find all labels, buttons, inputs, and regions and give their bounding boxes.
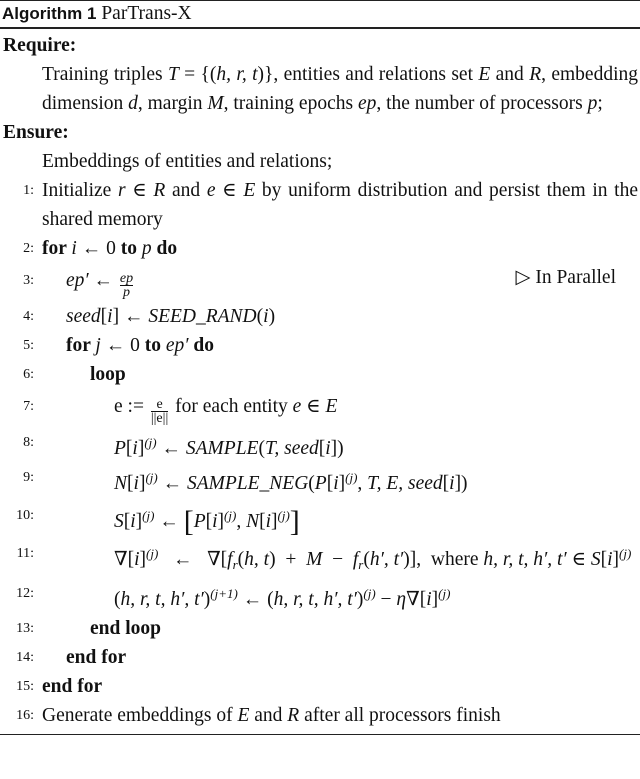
text-segment: (j+1) [210, 585, 238, 601]
line-text [66, 302, 638, 331]
keyword: do [151, 237, 178, 259]
algorithm-title [0, 1, 640, 27]
text-segment: [ [125, 437, 133, 459]
line-text [42, 672, 638, 701]
text-segment: − [322, 548, 353, 570]
text-segment: ( [256, 305, 264, 327]
text-segment: N [114, 472, 128, 494]
algorithm-name: ParTrans-X [101, 3, 192, 25]
text-segment: by uniform distribution and persist them in the shared memory [42, 179, 639, 230]
line-number: 10: [16, 507, 34, 523]
algorithm-line [0, 579, 640, 614]
text-segment: j [95, 334, 101, 356]
line-number: 7: [23, 398, 34, 414]
text-segment: [ [259, 510, 266, 532]
text-segment: h, r, t [216, 63, 258, 85]
text-segment: , margin [137, 92, 208, 114]
text-segment: SAMPLE [185, 437, 259, 459]
text-segment: R [287, 704, 300, 726]
text-segment: i [333, 472, 339, 494]
text-segment: (j) [142, 507, 155, 523]
text-segment: and [165, 179, 207, 201]
text-segment: ]) [454, 472, 468, 494]
text-segment: h, r, t, h′, t′ [483, 548, 567, 570]
text-segment: Initialize [42, 179, 118, 201]
text-segment: ep′ [165, 334, 189, 356]
text-segment: (j) [144, 434, 157, 450]
algorithm-line [0, 263, 640, 302]
text-segment: i [265, 510, 272, 532]
keyword: for [42, 237, 72, 259]
line-number: 8: [23, 434, 34, 450]
text-segment: ] [138, 472, 146, 494]
algorithm-line [0, 498, 640, 539]
line-text [42, 176, 638, 234]
text-segment: ← [88, 269, 118, 291]
line-text [42, 60, 638, 118]
text-segment: η [396, 588, 407, 610]
text-segment: [ [600, 548, 608, 570]
line-text [90, 360, 638, 389]
fraction [120, 272, 133, 299]
algorithm-line [0, 701, 640, 730]
keyword: to [144, 334, 166, 356]
text-segment: (j) [345, 469, 358, 485]
algorithm-line [0, 60, 640, 118]
text-segment: and [249, 704, 288, 726]
text-segment: ] [139, 548, 147, 570]
text-segment: [ [205, 510, 213, 532]
text-segment: [ [442, 472, 450, 494]
text-segment: ) + [269, 548, 307, 570]
text-segment: Generate embeddings of [42, 704, 238, 726]
text-segment: M [306, 548, 323, 570]
fraction [151, 398, 168, 425]
text-segment: P [114, 437, 126, 459]
line-text [90, 614, 638, 643]
text-segment: ] [137, 437, 145, 459]
text-segment: r [232, 556, 238, 572]
text-segment: ] [217, 510, 225, 532]
algorithm-line [0, 234, 640, 263]
text-segment: ( [363, 548, 370, 570]
text-segment: (j) [277, 507, 290, 523]
text-segment: seed [66, 305, 101, 327]
text-segment: p [141, 237, 152, 259]
text-segment: , the number of processors [376, 92, 588, 114]
text-segment: i [133, 472, 139, 494]
text-segment: )], where [403, 548, 484, 570]
text-segment: , [236, 510, 247, 532]
line-text [114, 392, 638, 425]
text-segment: [ [100, 305, 108, 327]
text-segment: ) [268, 305, 276, 327]
text-segment: i [449, 472, 455, 494]
text-segment: (j) [146, 545, 159, 561]
text-segment: SAMPLE_NEG [186, 472, 309, 494]
keyword: Require: [3, 34, 77, 56]
text-segment: ] [612, 548, 620, 570]
text-segment: SEED_RAND [148, 305, 257, 327]
text-segment: P [314, 472, 327, 494]
algorithm-line [0, 360, 640, 389]
line-text [114, 463, 638, 498]
text-segment: R [529, 63, 542, 85]
text-segment: S [590, 548, 601, 570]
text-segment: ) [203, 588, 211, 610]
line-number: 12: [16, 585, 34, 601]
line-text [3, 31, 638, 60]
text-segment: [ [318, 437, 326, 459]
line-text [66, 643, 638, 672]
algorithm-line [0, 614, 640, 643]
line-number: 4: [23, 308, 34, 324]
text-segment: R [153, 179, 166, 201]
text-segment: i [134, 548, 140, 570]
line-text [114, 428, 638, 463]
text-segment: [ [183, 504, 194, 538]
comment: ▷ In Parallel [515, 266, 616, 288]
text-segment: ] [338, 472, 346, 494]
text-segment: ( [237, 548, 245, 570]
line-text [3, 118, 638, 147]
text-segment: h, t [244, 548, 270, 570]
line-text [114, 501, 638, 536]
line-number: 14: [16, 649, 34, 665]
keyword: end for [66, 646, 127, 668]
algorithm-line [0, 176, 640, 234]
fraction-numerator: ep [119, 270, 134, 286]
text-segment: e := [114, 395, 149, 417]
text-segment: ← 0 [76, 237, 121, 259]
algorithm-line [0, 463, 640, 498]
text-segment: ← 0 [100, 334, 145, 356]
text-segment: i [130, 510, 136, 532]
text-segment: ep′ [66, 269, 89, 291]
text-segment: Embeddings of entities and relations; [42, 150, 333, 172]
text-segment: h, r, t, h′, t′ [273, 588, 357, 610]
text-segment: [ [127, 472, 134, 494]
algorithm-line [0, 428, 640, 463]
text-segment: E [237, 704, 250, 726]
text-segment: ← [157, 472, 187, 494]
text-segment: N [246, 510, 260, 532]
line-text [42, 701, 638, 730]
line-number: 13: [16, 620, 34, 636]
text-segment: ( [258, 437, 265, 459]
text-segment: (j) [145, 469, 158, 485]
text-segment: h, r, t, h′, t′ [120, 588, 204, 610]
text-segment: ]) [330, 437, 344, 459]
text-segment: ← [156, 437, 186, 459]
text-segment: , embedding dimension [42, 63, 638, 114]
text-segment: i [426, 588, 432, 610]
text-segment: e [206, 179, 216, 201]
text-segment: ; [597, 92, 603, 114]
text-segment: E [325, 395, 338, 417]
text-segment: for each entity [170, 395, 293, 417]
line-text [42, 234, 638, 263]
keyword: loop [90, 363, 126, 385]
keyword: end for [42, 675, 103, 697]
algorithm-line [0, 118, 640, 147]
text-segment: T, seed [264, 437, 319, 459]
fraction-denominator: ||e|| [150, 410, 169, 426]
algorithm-line [0, 672, 640, 701]
text-segment: ) [356, 588, 364, 610]
text-segment: (j) [438, 585, 451, 601]
text-segment: (j) [619, 545, 632, 561]
line-number: 6: [23, 366, 34, 382]
algorithm-line [0, 539, 640, 579]
line-number: 11: [16, 545, 34, 561]
line-number: 1: [23, 182, 34, 198]
text-segment: i [263, 305, 269, 327]
line-number: 9: [23, 469, 34, 485]
text-segment: ∇[ [406, 588, 427, 610]
text-segment: ∈ [566, 548, 591, 570]
algorithm-line [0, 389, 640, 428]
keyword: end loop [90, 617, 161, 639]
line-text [114, 539, 638, 579]
text-segment: , training epochs [223, 92, 358, 114]
keyword: Ensure: [3, 121, 69, 143]
text-segment: after all processors finish [299, 704, 501, 726]
text-segment: T, E, seed [367, 472, 443, 494]
text-segment: ← ( [237, 588, 274, 610]
text-segment: Training triples [42, 63, 168, 85]
text-segment: )}, entities and relations set [257, 63, 479, 85]
line-number: 2: [23, 240, 34, 256]
text-segment: ] [431, 588, 439, 610]
algorithm-line [0, 31, 640, 60]
text-segment: f [227, 548, 233, 570]
text-segment: E [243, 179, 256, 201]
line-text [114, 579, 638, 614]
text-segment: ← [154, 510, 184, 532]
text-segment: d [128, 92, 138, 114]
text-segment: = {( [178, 63, 217, 85]
text-segment: f [352, 548, 359, 570]
text-segment: ( [308, 472, 315, 494]
text-segment: ] [289, 504, 300, 538]
keyword: for [66, 334, 96, 356]
text-segment: h′, t′ [369, 548, 404, 570]
text-segment: and [490, 63, 530, 85]
text-segment: (j) [224, 507, 237, 523]
text-segment: ] ← [112, 305, 149, 327]
text-segment: i [325, 437, 331, 459]
algorithm-line [0, 302, 640, 331]
keyword: do [188, 334, 214, 356]
text-segment: i [132, 437, 138, 459]
line-number: 15: [16, 678, 34, 694]
text-segment: (j) [363, 585, 376, 601]
text-segment: ] [271, 510, 278, 532]
bottom-rule [0, 734, 640, 735]
algorithm-line [0, 147, 640, 176]
fraction-denominator: p [120, 285, 133, 299]
line-number: 5: [23, 337, 34, 353]
text-segment: ∈ [301, 395, 326, 417]
text-segment: p [587, 92, 598, 114]
text-segment: T [167, 63, 179, 85]
text-segment: − [375, 588, 397, 610]
algorithm-line [0, 643, 640, 672]
text-segment: ∈ [125, 179, 154, 201]
text-segment: ep [357, 92, 377, 114]
text-segment: i [607, 548, 613, 570]
line-text [66, 331, 638, 360]
text-segment: ∇[ [114, 548, 135, 570]
text-segment: E [478, 63, 491, 85]
text-segment: [ [326, 472, 334, 494]
text-segment: M [207, 92, 224, 114]
text-segment: , [357, 472, 368, 494]
fraction-numerator: e [156, 396, 163, 412]
text-segment: i [107, 305, 113, 327]
text-segment: r [358, 556, 364, 572]
text-segment: r [117, 179, 126, 201]
algorithm-body [0, 29, 640, 730]
text-segment: ← ∇[ [158, 548, 228, 570]
text-segment: S [114, 510, 124, 532]
text-segment: i [212, 510, 218, 532]
line-text [42, 147, 638, 176]
text-segment: e [292, 395, 302, 417]
text-segment: i [71, 237, 77, 259]
text-segment: ∈ [215, 179, 244, 201]
line-number: 16: [16, 707, 34, 723]
keyword: to [120, 237, 142, 259]
algorithm-line [0, 331, 640, 360]
text-segment: [ [123, 510, 131, 532]
text-segment: ( [114, 588, 121, 610]
text-segment: P [193, 510, 206, 532]
algorithm-label: Algorithm 1 [2, 4, 97, 24]
line-number: 3: [23, 272, 34, 288]
text-segment: ] [135, 510, 143, 532]
